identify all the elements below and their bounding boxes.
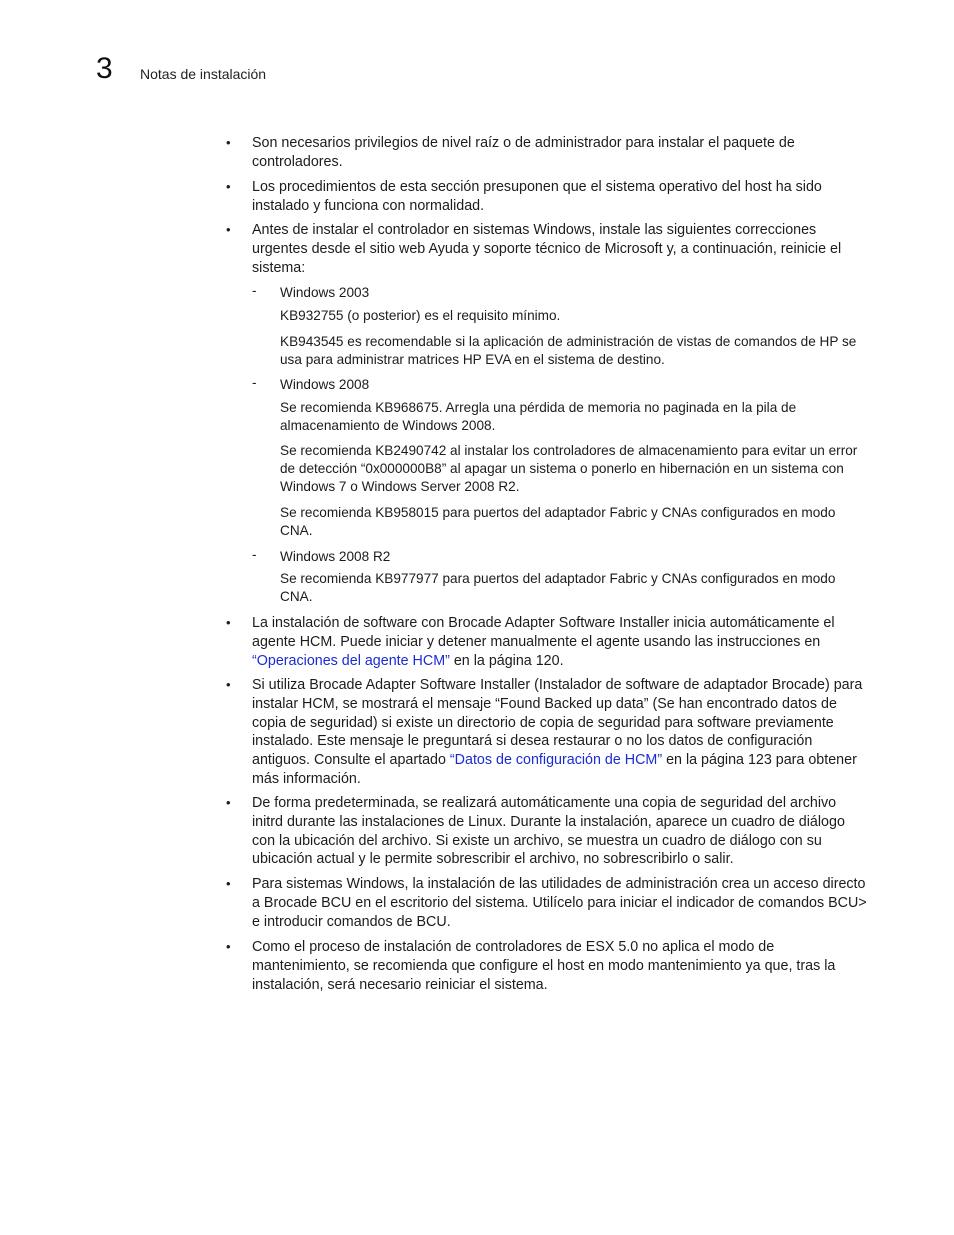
list-item	[226, 178, 870, 216]
list-item	[226, 938, 870, 994]
list-item-text: en la página 123 para obtener más información.	[252, 752, 857, 787]
bullet-icon: •	[226, 795, 231, 810]
sub-item-paragraph: Se recomienda KB977977 para puertos del adaptador Fabric y CNAs configurados en modo CNA.	[280, 571, 836, 604]
list-item	[226, 794, 870, 869]
bullet-icon: •	[226, 135, 231, 150]
list-item	[226, 676, 870, 789]
list-item-text: en la página 120.	[449, 652, 564, 669]
list-item-text: Son necesarios privilegios de nivel raíz o de administrador para instalar el paquete de controladores.	[252, 135, 795, 170]
sub-item-title	[252, 283, 870, 302]
dash-icon: -	[252, 547, 257, 562]
bullet-icon: •	[226, 939, 231, 954]
dash-icon: -	[252, 283, 257, 298]
list-item	[226, 221, 870, 277]
list-item-text: La instalación de software con Brocade Adapter Software Installer inicia automáticamente el agente HCM. Puede iniciar y detener manualmente el agente usando las instrucciones en	[252, 615, 835, 650]
sub-item-title	[252, 547, 870, 566]
sub-item-title-text: Windows 2003	[280, 285, 370, 300]
link-datos-configuracion-hcm[interactable]: “Datos de configuración de HCM”	[449, 752, 663, 769]
sub-item-paragraph: KB932755 (o posterior) es el requisito mínimo.	[280, 308, 561, 323]
sub-item-title-text: Windows 2008 R2	[280, 549, 391, 564]
list-item	[226, 875, 870, 931]
list-item-text: Como el proceso de instalación de controladores de ESX 5.0 no aplica el modo de mantenimiento, se recomienda que configure el host en modo mantenimiento ya que, tras la instalación, será necesario reiniciar el sistema.	[252, 939, 836, 993]
bullet-icon: •	[226, 876, 231, 891]
sub-item-paragraph: Se recomienda KB2490742 al instalar los controladores de almacenamiento para evitar un error de detección “0x000000B8” al apagar un sistema o ponerlo en hibernación en un sistema con Windows 7 o Windows Server 2008 R2.	[280, 443, 858, 494]
bullet-icon: •	[226, 222, 231, 237]
link-operaciones-agente-hcm[interactable]: “Operaciones del agente HCM”	[252, 652, 450, 669]
list-item-text: Si utiliza Brocade Adapter Software Installer (Instalador de software de adaptador Brocade) para instalar HCM, se mostrará el mensaje “Found Backed up data” (Se han encontrado datos de copia de seguridad) si existe un directorio de copia de seguridad para software previamente instalado. Este mensaje le preguntará si desea restaurar o no los datos de configuración antiguos. Consulte el apartado	[252, 677, 863, 769]
sub-item-paragraph: Se recomienda KB968675. Arregla una pérdida de memoria no paginada en la pila de almacenamiento de Windows 2008.	[280, 400, 797, 433]
sub-item-paragraph: Se recomienda KB958015 para puertos del adaptador Fabric y CNAs configurados en modo CNA.	[280, 505, 836, 538]
list-item	[226, 134, 870, 172]
bullet-icon: •	[226, 615, 231, 630]
bullet-icon: •	[226, 677, 231, 692]
sub-item-paragraph: KB943545 es recomendable si la aplicación de administración de vistas de comandos de HP se usa para administrar matrices HP EVA en el sistema de destino.	[280, 334, 857, 367]
chapter-number: 3	[96, 52, 113, 85]
list-item-text: Los procedimientos de esta sección presuponen que el sistema operativo del host ha sido instalado y funciona con normalidad.	[252, 179, 822, 214]
list-item-text: Para sistemas Windows, la instalación de las utilidades de administración crea un acceso directo a Brocade BCU en el escritorio del sistema. Utilícelo para iniciar el indicador de comandos BCU> e introducir comandos de BCU.	[252, 876, 867, 930]
running-header-title: Notas de instalación	[140, 66, 267, 82]
bullet-icon: •	[226, 179, 231, 194]
list-item-text: Antes de instalar el controlador en sistemas Windows, instale las siguientes correcciones urgentes desde el sitio web Ayuda y soporte técnico de Microsoft y, a continuación, reinicie el sistema:	[252, 222, 842, 276]
list-item-text: De forma predeterminada, se realizará automáticamente una copia de seguridad del archivo initrd durante las instalaciones de Linux. Durante la instalación, aparece un cuadro de diálogo con la ubicación del archivo. Si existe un archivo, se muestra un cuadro de diálogo con su ubicación actual y le permite sobrescribir el archivo, no sobrescribirlo o salir.	[252, 795, 845, 868]
dash-icon: -	[252, 375, 257, 390]
list-item	[226, 614, 870, 670]
sub-item-title-text: Windows 2008	[280, 377, 370, 392]
sub-item-title	[252, 375, 870, 394]
